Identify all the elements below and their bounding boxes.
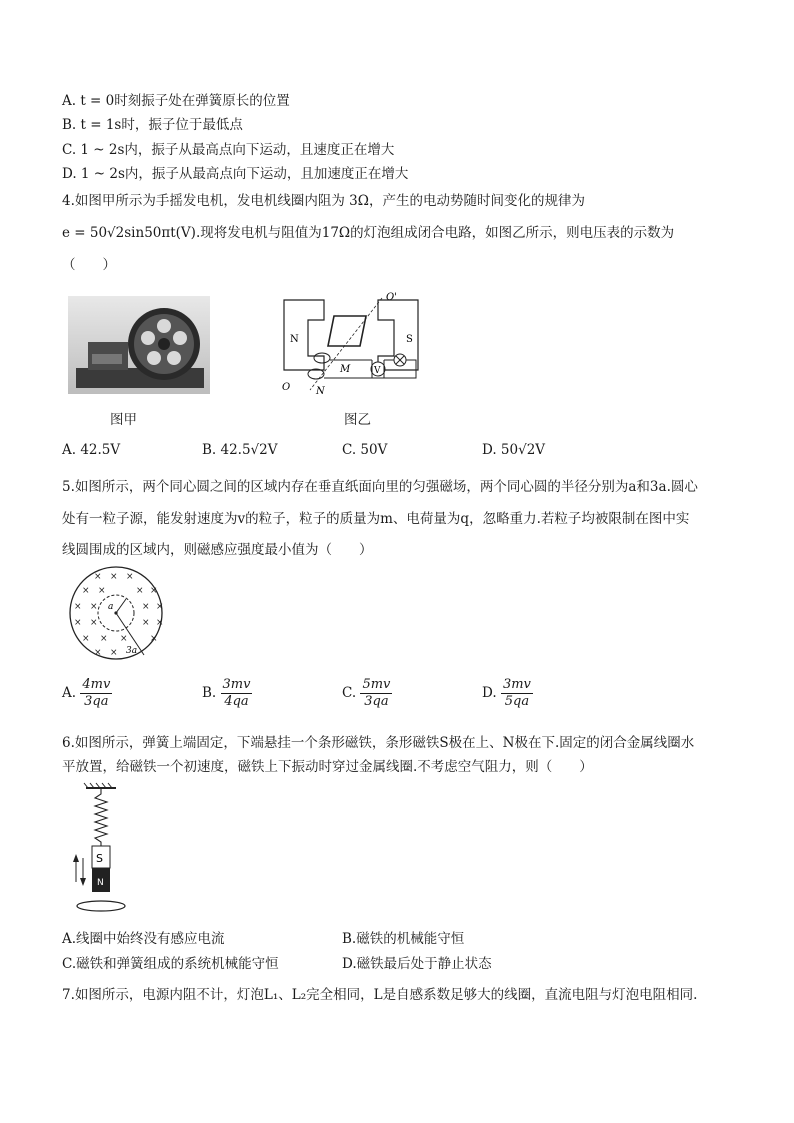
voltmeter-label: V xyxy=(374,366,381,376)
axis-o-prime-label: O' xyxy=(386,292,397,303)
q6-stem-line1: 6.如图所示，弹簧上端固定，下端悬挂一个条形磁铁，条形磁铁S极在上、N极在下.固定的闭合金属线圈水 xyxy=(62,735,695,751)
svg-text:×: × xyxy=(90,602,98,612)
svg-text:×: × xyxy=(74,618,82,628)
svg-text:×: × xyxy=(100,634,108,644)
svg-text:×: × xyxy=(142,602,150,612)
svg-text:×: × xyxy=(156,602,164,612)
inner-radius-label: a xyxy=(108,602,114,612)
q6-option-a: A.线圈中始终没有感应电流 xyxy=(62,931,225,947)
svg-text:×: × xyxy=(94,648,102,658)
concentric-circle-figure xyxy=(64,565,172,661)
q6-stem-line2: 平放置，给磁铁一个初速度，磁铁上下振动时穿过金属线圈.不考虑空气阻力，则（ ） xyxy=(62,759,593,775)
q7-stem-line1: 7.如图所示，电源内阻不计，灯泡L₁、L₂完全相同，L是自感系数足够大的线圈，直流电阻与灯泡电阻相同. xyxy=(62,987,698,1003)
q6-option-d: D.磁铁最后处于静止状态 xyxy=(342,956,492,972)
q3-option-d: D. 1 ~ 2s内，振子从最高点向下运动，且加速度正在增大 xyxy=(62,166,409,182)
generator-photo-figure xyxy=(68,296,210,394)
magnet-s-label: S xyxy=(96,852,103,865)
metal-coil-icon xyxy=(77,901,125,911)
svg-text:×: × xyxy=(136,586,144,596)
svg-text:×: × xyxy=(110,572,118,582)
pole-n-label: N xyxy=(290,334,299,345)
q5-option-a: A. $\frac{4mv}{3qa}$ xyxy=(62,677,111,709)
svg-text:×: × xyxy=(82,634,90,644)
q5-option-b: B. $\frac{3mv}{4qa}$ xyxy=(202,677,251,709)
axis-o-label: O xyxy=(282,382,291,393)
svg-text:×: × xyxy=(90,618,98,628)
pole-s-label: S xyxy=(406,334,413,345)
q5-option-d: D. $\frac{3mv}{5qa}$ xyxy=(482,677,531,709)
q3-option-a: A. t = 0时刻振子处在弹簧原长的位置 xyxy=(62,93,290,109)
outer-radius-label: 3a xyxy=(126,646,138,656)
q4-option-a: A. 42.5V xyxy=(62,442,121,458)
q4-bracket: （ ） xyxy=(62,257,116,273)
svg-text:×: × xyxy=(156,618,164,628)
figure-caption-yi: 图乙 xyxy=(344,412,371,428)
q4-option-b: B. 42.5√2V xyxy=(202,442,278,458)
q3-option-b: B. t = 1s时，振子位于最低点 xyxy=(62,117,243,133)
svg-text:×: × xyxy=(110,648,118,658)
q5-stem-line2: 处有一粒子源，能发射速度为v的粒子，粒子的质量为m、电荷量为q，忽略重力.若粒子均被限制在图中实 xyxy=(62,511,690,527)
q4-option-d: D. 50√2V xyxy=(482,442,546,458)
svg-text:×: × xyxy=(74,602,82,612)
svg-text:×: × xyxy=(150,634,158,644)
q3-option-c: C. 1 ~ 2s内，振子从最高点向下运动，且速度正在增大 xyxy=(62,142,395,158)
svg-text:×: × xyxy=(120,634,128,644)
q5-stem-line3: 线圆围成的区域内，则磁感应强度最小值为（ ） xyxy=(62,542,373,558)
q5-option-c: C. $\frac{5mv}{3qa}$ xyxy=(342,677,391,709)
figure-caption-jia: 图甲 xyxy=(110,412,137,428)
q6-option-b: B.磁铁的机械能守恒 xyxy=(342,931,465,947)
spring-magnet-figure xyxy=(70,782,134,918)
brush-n-label: N xyxy=(316,386,325,397)
q4-stem-line1: 4.如图甲所示为手摇发电机，发电机线圈内阻为 3Ω，产生的电动势随时间变化的规律为 xyxy=(62,193,585,209)
generator-schematic-figure xyxy=(276,290,426,400)
q5-stem-line1: 5.如图所示，两个同心圆之间的区域内存在垂直纸面向里的匀强磁场，两个同心圆的半径分别为a和3a.圆心 xyxy=(62,479,698,495)
svg-text:×: × xyxy=(94,572,102,582)
q6-option-c: C.磁铁和弹簧组成的系统机械能守恒 xyxy=(62,956,279,972)
magnet-n-label: N xyxy=(97,878,104,888)
svg-text:×: × xyxy=(126,572,134,582)
svg-text:×: × xyxy=(82,586,90,596)
brush-m-label: M xyxy=(340,364,351,375)
svg-text:×: × xyxy=(98,586,106,596)
q4-option-c: C. 50V xyxy=(342,442,388,458)
svg-text:×: × xyxy=(142,618,150,628)
svg-text:×: × xyxy=(150,586,158,596)
q4-stem-line2: e = 50√2sin50πt(V).现将发电机与阻值为17Ω的灯泡组成闭合电路，如图乙所示，则电压表的示数为 xyxy=(62,225,675,241)
